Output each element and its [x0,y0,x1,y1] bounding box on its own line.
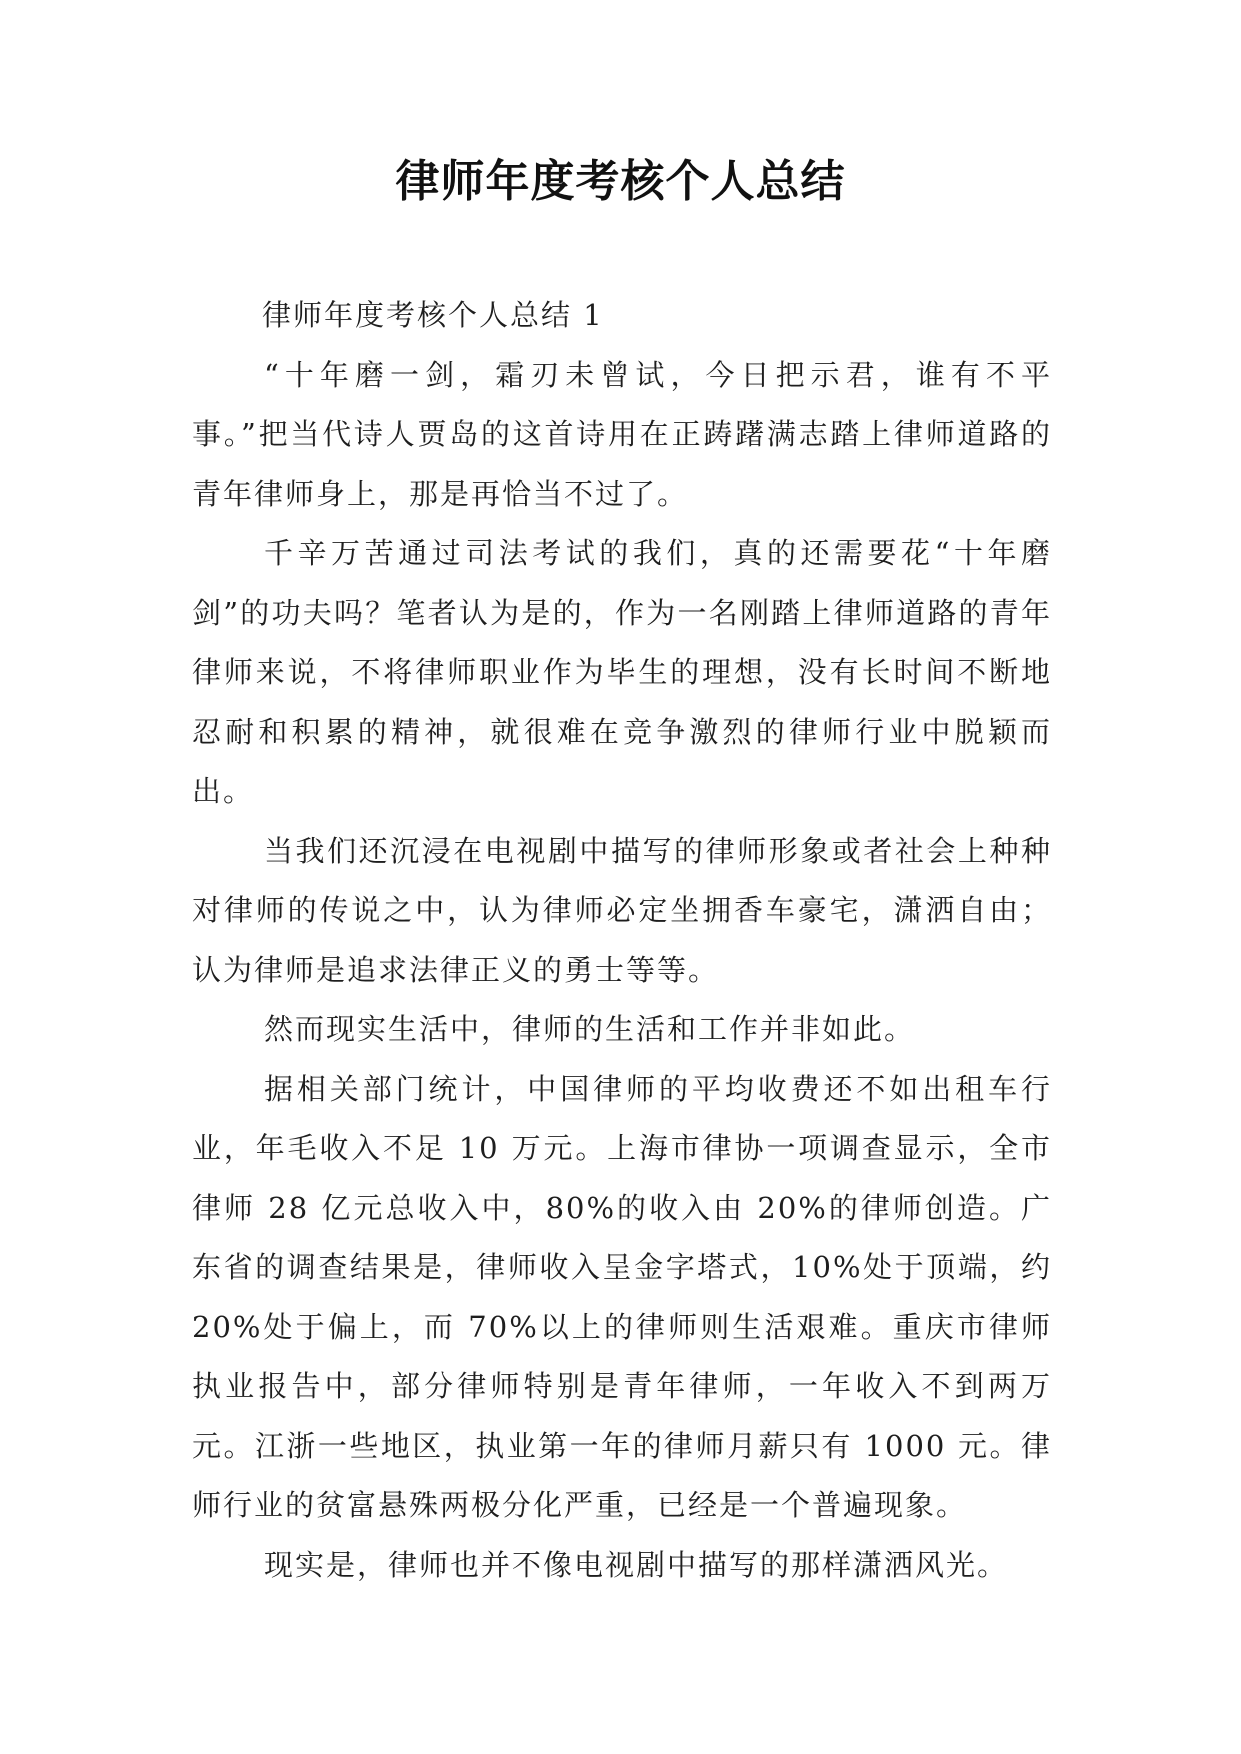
paragraph-reality: 然而现实生活中，律师的生活和工作并非如此。 [264,1012,916,1046]
paragraph-poem: “十年磨一剑，霜刃未曾试，今日把示君，谁有不平事。”把当代诗人贾岛的这首诗用在正踌躇满志踏上律师道路的青年律师身上，那是再恰当不过了。 [192,357,1052,511]
paragraph-tv-image: 当我们还沉浸在电视剧中描写的律师形象或者社会上种种对律师的传说之中，认为律师必定坐拥香车豪宅，潇洒自由；认为律师是追求法律正义的勇士等等。 [192,833,1052,987]
paragraph-ten-years: 千辛万苦通过司法考试的我们，真的还需要花“十年磨剑”的功夫吗？笔者认为是的，作为一名刚踏上律师道路的青年律师来说，不将律师职业作为毕生的理想，没有长时间不断地忍耐和积累的精神，就很难在竞争激烈的律师行业中脱颖而出。 [192,536,1052,808]
paragraph-conclusion: 现实是，律师也并不像电视剧中描写的那样潇洒风光。 [264,1547,1009,1582]
document-body [192,286,1052,1595]
paragraph-statistics: 据相关部门统计，中国律师的平均收费还不如出租车行业，年毛收入不足 10 万元。上海市律协一项调查显示，全市律师 28 亿元总收入中，80%的收入由 20%的律师创造。广东省的调查结果是，律师收入呈金字塔式，10%处于顶端，约 20%处于偏上，而 70%以上的律师则生活艰难。重庆市律师执业报告中，部分律师特别是青年律师，一年收入不到两万元。江浙一些地区，执业第一年的律师月薪只有 1000 元。律师行业的贫富悬殊两极分化严重，已经是一个普遍现象。 [192,1071,1052,1522]
document-title: 律师年度考核个人总结 [395,156,846,207]
section-heading: 律师年度考核个人总结 1 [262,298,604,332]
